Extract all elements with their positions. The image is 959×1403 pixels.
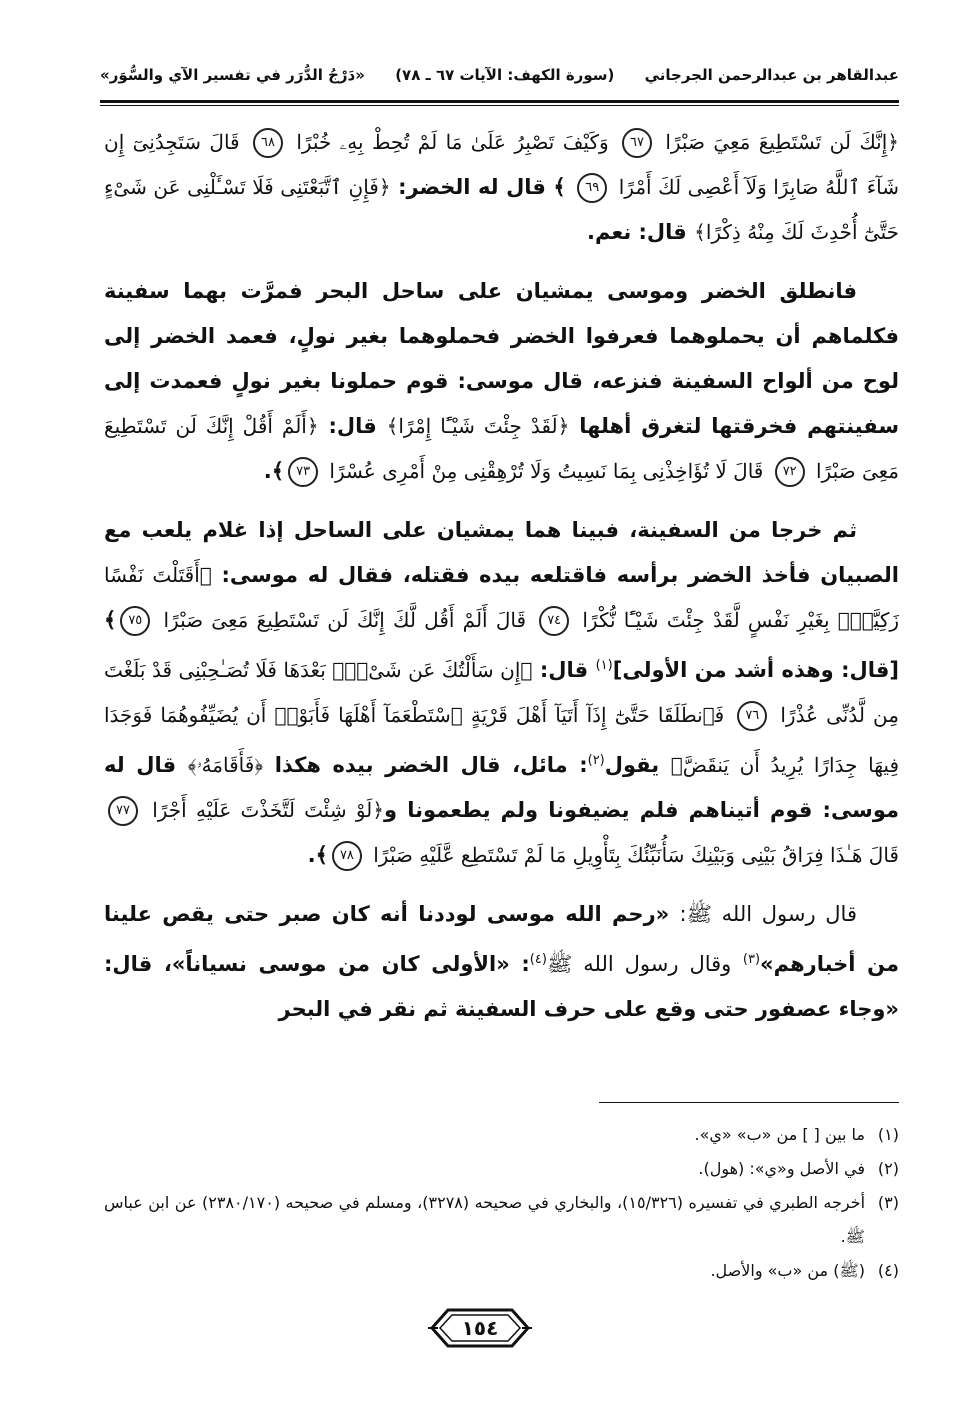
footnote-number: (٤) xyxy=(877,1261,899,1280)
footnote-number: (١) xyxy=(877,1125,899,1144)
quran-verse: قَالَ أَلَمْ أَقُل لَّكَ إِنَّكَ لَن تَسْتَطِيعَ مَعِىَ صَبْرًا xyxy=(163,608,527,632)
commentary-text: وقال رسول الله ﷺ xyxy=(546,952,732,976)
footnote-text: (ﷺ) من «ب» والأصل. xyxy=(710,1261,865,1280)
header-book-title: «دَرْجُ الدُّرَر في تفسير الآي والسُّوَر» xyxy=(100,66,365,84)
ayah-marker-75: ٧٥ xyxy=(120,606,150,636)
running-header xyxy=(100,58,899,92)
quran-verse: قَالَ سَتَجِدُنِىٓ إِن شَآءَ ٱللَّهُ صَابِرًا وَلَآ أَعْصِى لَكَ أَمْرًا xyxy=(104,130,900,199)
quran-verse: ﴿لَقَدْ جِئْتَ شَيْـًٔا إِمْرًا﴾ xyxy=(386,414,570,438)
header-author: عبدالقاهر بن عبدالرحمن الجرجاني xyxy=(644,66,899,84)
commentary-text: ثم خرجا من السفينة، فبينا هما يمشيان على الساحل إذا غلام يلعب مع الصبيان فأخذ الخضر برأسه فاقتلعه بيده فقتله، فقال له موسى: xyxy=(104,518,899,587)
commentary-text: ﴾. xyxy=(263,459,285,483)
quran-verse: ﴿فَأَقَامَهُۥ﴾ xyxy=(187,753,264,777)
header-rule-thin xyxy=(100,105,899,106)
quran-verse: ﴿إِن سَأَلْتُكَ عَن شَىْءٍۭ بَعْدَهَا فَلَا تُصَـٰحِبْنِى قَدْ بَلَغْتَ مِن لَّدُنِّى عُذْرًا xyxy=(104,658,899,727)
footnote-text: أخرجه الطبري في تفسيره (١٥/٣٢٦)، والبخاري في صحيحه (٣٢٧٨)، ومسلم في صحيحه (٢٣٨٠/١٧٠) عن ابن عباس ﷺ. xyxy=(104,1193,866,1246)
paragraph-1 xyxy=(104,120,899,255)
footnote-text: ما بين [ ] من «ب» «ي». xyxy=(694,1125,865,1144)
commentary-text: قال رسول الله ﷺ: xyxy=(679,902,857,926)
commentary-text: فانطلق الخضر وموسى يمشيان على ساحل البحر فمرَّت بهما سفينة فكلماهم أن يحملوهما فعرفوا الخضر فحملوهما بغير نولٍ، فعمد الخضر إلى لوح من ألواح السفينة فنزعه، قال موسى: قوم حملونا بغير نولٍ فعمدت إلى سفينتهم فخرقتها لتغرق أهلها xyxy=(104,279,899,438)
paragraph-2 xyxy=(104,269,899,494)
footnote-ref-1[interactable]: (١) xyxy=(595,658,613,673)
footnote-4 xyxy=(104,1254,899,1288)
footnote-ref-2[interactable]: (٢) xyxy=(587,753,605,768)
quran-verse: ﴿فَإِنِ ٱتَّبَعْتَنِى فَلَا تَسْـَٔلْنِى عَن شَىْءٍ حَتَّىٰٓ أُحْدِثَ لَكَ مِنْهُ ذِكْرًا﴾ xyxy=(104,175,899,244)
footnotes xyxy=(104,1118,899,1288)
footnote-number: (٢) xyxy=(877,1159,899,1178)
ayah-marker-76: ٧٦ xyxy=(737,701,767,731)
quran-verse: قَالَ هَـٰذَا فِرَاقُ بَيْنِى وَبَيْنِكَ سَأُنَبِّئُكَ بِتَأْوِيلِ مَا لَمْ تَسْتَطِع عَّلَيْهِ صَبْرًا xyxy=(373,843,899,867)
commentary-text: ﴾. xyxy=(307,843,328,867)
footnote-1 xyxy=(104,1118,899,1152)
commentary-text: قال: xyxy=(539,658,589,682)
footnote-2 xyxy=(104,1152,899,1186)
commentary-text: ﴾ [قال: وهذه أشد من الأولى] xyxy=(104,608,899,682)
commentary-text: يقول xyxy=(604,753,660,777)
ayah-marker-68: ٦٨ xyxy=(253,128,283,158)
commentary-text: ﴾ قال له الخضر: xyxy=(398,175,566,199)
footnote-divider xyxy=(599,1102,899,1103)
footnote-text: في الأصل و«ي»: (هول). xyxy=(698,1159,865,1178)
ayah-marker-69: ٦٩ xyxy=(577,173,607,203)
ayah-marker-73: ٧٣ xyxy=(288,457,318,487)
page-number: ١٥٤ xyxy=(461,1316,499,1340)
footnote-3 xyxy=(104,1186,899,1254)
ayah-marker-74: ٧٤ xyxy=(539,606,569,636)
quran-verse: ﴿لَوْ شِئْتَ لَتَّخَذْتَ عَلَيْهِ أَجْرًا xyxy=(152,798,384,822)
footnote-ref-3[interactable]: (٣) xyxy=(742,952,761,967)
commentary-text: قال: نعم. xyxy=(587,220,687,244)
ayah-marker-78: ٧٨ xyxy=(332,841,362,871)
footnote-ref-4[interactable]: (٤) xyxy=(529,952,547,967)
ayah-marker-72: ٧٢ xyxy=(775,457,805,487)
quran-verse: فَٱنطَلَقَا حَتَّىٰٓ إِذَآ أَتَيَآ أَهْلَ قَرْيَةٍ ٱسْتَطْعَمَآ أَهْلَهَا فَأَبَوْا۟ أَن يُضَيِّفُوهُمَا فَوَجَدَا فِيهَا جِدَارًا يُرِيدُ أَن يَنقَضَّ﴾ xyxy=(104,703,900,777)
page-number-ornament xyxy=(428,1306,532,1350)
paragraph-4 xyxy=(104,892,899,1032)
hadith-quote: «رحم الله موسى لوددنا أنه كان صبر حتى يقص علينا من أخبارهم» xyxy=(104,902,899,976)
footnote-number: (٣) xyxy=(877,1193,899,1212)
quran-verse: قَالَ لَا تُؤَاخِذْنِى بِمَا نَسِيتُ وَلَا تُرْهِقْنِى مِنْ أَمْرِى عُسْرًا xyxy=(329,459,764,483)
quran-verse: ﴿أَلَمْ أَقُلْ إِنَّكَ لَن تَسْتَطِيعَ مَعِىَ صَبْرًا xyxy=(104,414,899,483)
commentary-text: قال له موسى: قوم أتيناهم فلم يضيفونا ولم يطعمونا و xyxy=(104,753,900,822)
header-rule xyxy=(100,100,899,103)
quran-verse: ﴿أَقَتَلْتَ نَفْسًا زَكِيَّةًۢ بِغَيْرِ نَفْسٍ لَّقَدْ جِئْتَ شَيْـًٔا نُّكْرًا xyxy=(104,563,900,632)
header-section: (سورة الكهف: الآيات ٦٧ ـ ٧٨) xyxy=(395,66,615,84)
ayah-marker-77: ٧٧ xyxy=(108,796,138,826)
paragraph-3 xyxy=(104,508,899,878)
commentary-text: قال: xyxy=(328,414,377,438)
quran-verse: ﴿إِنَّكَ لَن تَسْتَطِيعَ مَعِيَ صَبْرًا xyxy=(665,130,900,154)
quran-verse: وَكَيْفَ تَصْبِرُ عَلَىٰ مَا لَمْ تُحِطْ بِهِۦ خُبْرًا xyxy=(296,130,609,154)
commentary-text: : مائل، قال الخضر بيده هكذا xyxy=(274,753,588,777)
hadith-quote: : «الأولى كان من موسى نسياناً»، قال: «وجاء عصفور حتى وقع على حرف السفينة ثم نقر في البحر xyxy=(104,952,899,1021)
ayah-marker-67: ٦٧ xyxy=(622,128,652,158)
body-text xyxy=(104,120,899,1032)
